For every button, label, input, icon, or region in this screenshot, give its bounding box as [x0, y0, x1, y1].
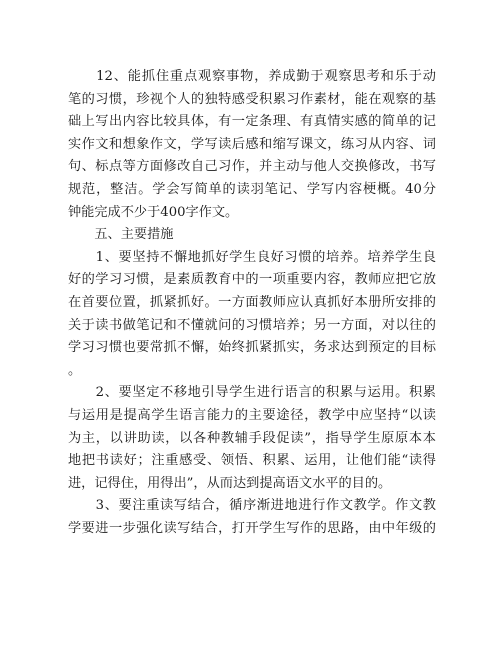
text-line: 钟能完成不少于400字作文。 — [68, 204, 239, 220]
text-line: 地把书读好；注重感受、领悟、积累、运用，让他们能“读得 — [68, 453, 436, 469]
text-line: 五、主要措施 — [68, 227, 174, 243]
text-line: 好的学习习惯，是素质教育中的一项重要内容，教师应把它放 — [68, 272, 436, 288]
text-line: 在首要位置，抓紧抓好。一方面教师应认真抓好本册所安排的 — [68, 294, 436, 310]
text-line: 为主，以讲助读，以各种教辅手段促读”，指导学生原原本本 — [68, 430, 436, 446]
text-line: 规范，整洁。学会写简单的读羽笔记、学写内容梗概。40分 — [68, 181, 436, 197]
text-line: 。 — [68, 362, 82, 378]
text-line: 础上写出内容比较具体，有一定条理、有真情实感的简单的记 — [68, 114, 436, 130]
text-line: 学习习惯也要常抓不懈，始终抓紧抓实，务求达到预定的目标 — [68, 340, 436, 356]
text-line: 1、要坚持不懈地抓好学生良好习惯的培养。培养学生良 — [68, 249, 436, 265]
text-line: 笔的习惯，珍视个人的独特感受积累习作素材，能在观察的基 — [68, 91, 436, 107]
text-line: 12、能抓住重点观察事物，养成勤于观察思考和乐于动 — [68, 69, 436, 84]
text-line: 3、要注重读写结合，循序渐进地进行作文教学。作文教 — [68, 498, 436, 514]
text-line: 关于读书做笔记和不懂就问的习惯培养；另一方面，对以往的 — [68, 317, 436, 333]
text-line: 2、要坚定不移地引导学生进行语言的积累与运用。积累 — [68, 385, 436, 401]
document-body — [68, 66, 436, 540]
text-line: 进，记得住，用得出”，从而达到提高语文水平的目的。 — [68, 475, 392, 491]
text-line: 句、标点等方面修改自己习作，并主动与他人交换修改，书写 — [68, 159, 436, 175]
text-line: 与运用是提高学生语言能力的主要途径，教学中应坚持“以读 — [68, 407, 436, 423]
text-line: 学要进一步强化读写结合，打开学生写作的思路，由中年级的 — [68, 520, 436, 536]
text-line: 实作文和想象作文，学写读后感和缩写课文，练习从内容、词 — [68, 136, 436, 152]
